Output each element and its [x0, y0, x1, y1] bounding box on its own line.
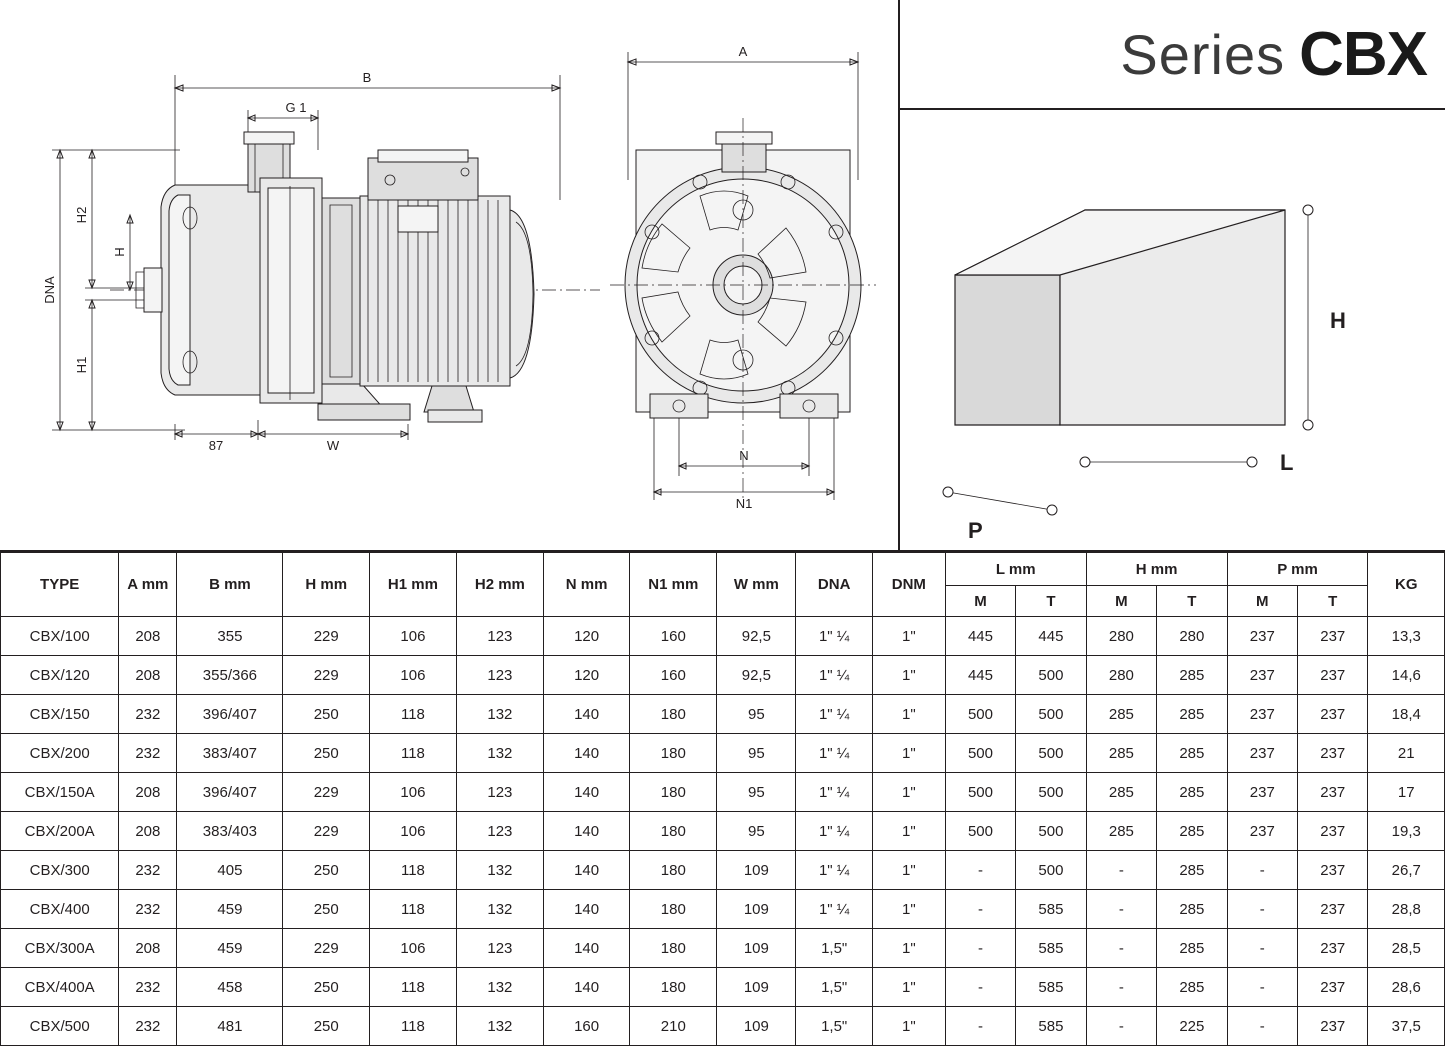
- cell-n1: 180: [630, 812, 717, 851]
- cell-h2: 123: [456, 656, 543, 695]
- cell-lt: 500: [1016, 812, 1086, 851]
- cell-h1: 106: [369, 929, 456, 968]
- cell-n1: 210: [630, 1007, 717, 1046]
- table-body: [1, 617, 1445, 1046]
- cell-n: 140: [543, 968, 630, 1007]
- cell-n1: 180: [630, 773, 717, 812]
- cell-type: CBX/150: [1, 695, 119, 734]
- cell-lt: 500: [1016, 851, 1086, 890]
- dim-label-H1: H1: [74, 356, 89, 374]
- cell-b: 459: [177, 890, 283, 929]
- package-box-svg: [900, 110, 1443, 550]
- cell-dna: 1" ¼: [796, 851, 873, 890]
- cell-h: 229: [283, 656, 370, 695]
- cell-type: CBX/200: [1, 734, 119, 773]
- cell-h1: 118: [369, 851, 456, 890]
- cell-lm: 500: [945, 695, 1015, 734]
- cell-a: 232: [119, 734, 177, 773]
- cell-a: 232: [119, 890, 177, 929]
- cell-kg: 18,4: [1368, 695, 1445, 734]
- dim-label-W: W: [326, 438, 340, 453]
- cell-pm: 237: [1227, 656, 1297, 695]
- cell-b: 481: [177, 1007, 283, 1046]
- cell-b: 405: [177, 851, 283, 890]
- cell-h: 250: [283, 968, 370, 1007]
- table-row: [1, 773, 1445, 812]
- cell-dna: 1" ¼: [796, 695, 873, 734]
- col-header-b: B mm: [177, 553, 283, 617]
- cell-pt: 237: [1298, 734, 1368, 773]
- cell-dnm: 1": [872, 734, 945, 773]
- cell-pt: 237: [1298, 695, 1368, 734]
- cell-lm: -: [945, 1007, 1015, 1046]
- cell-lt: 500: [1016, 695, 1086, 734]
- cell-hm: -: [1086, 851, 1156, 890]
- cell-type: CBX/100: [1, 617, 119, 656]
- table-row: [1, 929, 1445, 968]
- package-label-H: H: [1330, 308, 1346, 333]
- cell-lt: 500: [1016, 656, 1086, 695]
- cell-pm: -: [1227, 890, 1297, 929]
- cell-n: 160: [543, 1007, 630, 1046]
- cell-pm: 237: [1227, 734, 1297, 773]
- cell-pt: 237: [1298, 851, 1368, 890]
- cell-h: 229: [283, 812, 370, 851]
- cell-a: 208: [119, 929, 177, 968]
- cell-dna: 1" ¼: [796, 617, 873, 656]
- cell-pm: 237: [1227, 773, 1297, 812]
- cell-lt: 585: [1016, 968, 1086, 1007]
- cell-w: 95: [717, 734, 796, 773]
- cell-lm: -: [945, 890, 1015, 929]
- cell-a: 232: [119, 1007, 177, 1046]
- cell-hm: -: [1086, 1007, 1156, 1046]
- cell-type: CBX/500: [1, 1007, 119, 1046]
- cell-h2: 132: [456, 695, 543, 734]
- col-header-kg: KG: [1368, 553, 1445, 617]
- table-header-row-1: [1, 553, 1445, 586]
- cell-w: 95: [717, 695, 796, 734]
- cell-w: 92,5: [717, 656, 796, 695]
- cell-ht: 285: [1157, 890, 1227, 929]
- col-header-h2: H2 mm: [456, 553, 543, 617]
- col-header-h: H mm: [283, 553, 370, 617]
- cell-h1: 118: [369, 695, 456, 734]
- cell-lt: 585: [1016, 1007, 1086, 1046]
- col-header-l-m: M: [945, 586, 1015, 617]
- cell-h1: 118: [369, 1007, 456, 1046]
- cell-ht: 280: [1157, 617, 1227, 656]
- cell-h: 250: [283, 695, 370, 734]
- cell-pm: -: [1227, 929, 1297, 968]
- cell-pt: 237: [1298, 773, 1368, 812]
- cell-h2: 132: [456, 734, 543, 773]
- cell-n: 140: [543, 734, 630, 773]
- cell-pt: 237: [1298, 929, 1368, 968]
- cell-lm: -: [945, 929, 1015, 968]
- table-row: [1, 656, 1445, 695]
- cell-n: 140: [543, 851, 630, 890]
- cell-h1: 106: [369, 773, 456, 812]
- cell-h2: 123: [456, 929, 543, 968]
- table-row: [1, 890, 1445, 929]
- cell-hm: 285: [1086, 812, 1156, 851]
- cell-h1: 118: [369, 734, 456, 773]
- cell-h1: 106: [369, 617, 456, 656]
- col-header-w: W mm: [717, 553, 796, 617]
- cell-lt: 500: [1016, 734, 1086, 773]
- cell-lm: 445: [945, 617, 1015, 656]
- cell-ht: 285: [1157, 968, 1227, 1007]
- cell-a: 208: [119, 773, 177, 812]
- cell-ht: 285: [1157, 929, 1227, 968]
- cell-h1: 106: [369, 812, 456, 851]
- cell-pt: 237: [1298, 617, 1368, 656]
- cell-dna: 1" ¼: [796, 773, 873, 812]
- dim-label-G1: G 1: [285, 100, 307, 115]
- cell-h: 250: [283, 734, 370, 773]
- cell-kg: 19,3: [1368, 812, 1445, 851]
- table-row: [1, 1007, 1445, 1046]
- cell-pt: 237: [1298, 812, 1368, 851]
- cell-kg: 28,6: [1368, 968, 1445, 1007]
- cell-pt: 237: [1298, 1007, 1368, 1046]
- cell-pm: -: [1227, 1007, 1297, 1046]
- package-label-P: P: [968, 518, 983, 543]
- table-row: [1, 851, 1445, 890]
- cell-pt: 237: [1298, 890, 1368, 929]
- cell-n1: 180: [630, 851, 717, 890]
- cell-a: 208: [119, 617, 177, 656]
- cell-kg: 21: [1368, 734, 1445, 773]
- cell-hm: -: [1086, 890, 1156, 929]
- cell-dna: 1" ¼: [796, 812, 873, 851]
- col-header-h-t: T: [1157, 586, 1227, 617]
- cell-h1: 118: [369, 968, 456, 1007]
- col-header-type: TYPE: [1, 553, 119, 617]
- cell-dnm: 1": [872, 1007, 945, 1046]
- cell-dnm: 1": [872, 929, 945, 968]
- cell-pt: 237: [1298, 656, 1368, 695]
- cell-ht: 285: [1157, 812, 1227, 851]
- cell-b: 396/407: [177, 773, 283, 812]
- cell-type: CBX/150A: [1, 773, 119, 812]
- cell-h1: 118: [369, 890, 456, 929]
- series-word: Series: [1120, 22, 1286, 86]
- series-model: CBX: [1299, 19, 1427, 89]
- cell-hm: 285: [1086, 695, 1156, 734]
- cell-kg: 26,7: [1368, 851, 1445, 890]
- cell-lt: 585: [1016, 890, 1086, 929]
- pump-drawings-svg: [0, 0, 898, 550]
- cell-lm: 445: [945, 656, 1015, 695]
- cell-n1: 180: [630, 890, 717, 929]
- cell-w: 109: [717, 929, 796, 968]
- cell-lm: -: [945, 968, 1015, 1007]
- cell-pm: 237: [1227, 695, 1297, 734]
- cell-h: 229: [283, 929, 370, 968]
- cell-kg: 28,8: [1368, 890, 1445, 929]
- cell-lt: 500: [1016, 773, 1086, 812]
- table-row: [1, 968, 1445, 1007]
- cell-n1: 180: [630, 968, 717, 1007]
- cell-kg: 13,3: [1368, 617, 1445, 656]
- cell-dnm: 1": [872, 773, 945, 812]
- cell-ht: 285: [1157, 851, 1227, 890]
- cell-a: 208: [119, 656, 177, 695]
- cell-lm: 500: [945, 812, 1015, 851]
- cell-b: 396/407: [177, 695, 283, 734]
- cell-pt: 237: [1298, 968, 1368, 1007]
- cell-dna: 1,5": [796, 929, 873, 968]
- cell-pm: 237: [1227, 617, 1297, 656]
- dim-label-B: B: [362, 70, 372, 85]
- package-dimensions-panel: [900, 110, 1445, 552]
- col-header-p-mm: P mm: [1227, 553, 1368, 586]
- cell-n1: 180: [630, 734, 717, 773]
- cell-n: 140: [543, 929, 630, 968]
- cell-hm: 285: [1086, 773, 1156, 812]
- cell-n: 120: [543, 617, 630, 656]
- cell-w: 109: [717, 968, 796, 1007]
- cell-dnm: 1": [872, 656, 945, 695]
- cell-h2: 132: [456, 1007, 543, 1046]
- dim-label-N1: N1: [735, 496, 753, 511]
- cell-b: 383/407: [177, 734, 283, 773]
- cell-dnm: 1": [872, 851, 945, 890]
- cell-a: 232: [119, 851, 177, 890]
- cell-n1: 180: [630, 929, 717, 968]
- dim-label-N: N: [739, 448, 749, 463]
- cell-kg: 37,5: [1368, 1007, 1445, 1046]
- cell-n1: 180: [630, 695, 717, 734]
- cell-h2: 132: [456, 851, 543, 890]
- cell-h: 250: [283, 851, 370, 890]
- dim-label-DNA: H: [112, 247, 127, 257]
- cell-type: CBX/300A: [1, 929, 119, 968]
- cell-dna: 1,5": [796, 1007, 873, 1046]
- cell-type: CBX/300: [1, 851, 119, 890]
- cell-dna: 1,5": [796, 968, 873, 1007]
- col-header-a: A mm: [119, 553, 177, 617]
- cell-type: CBX/120: [1, 656, 119, 695]
- cell-b: 383/403: [177, 812, 283, 851]
- cell-h2: 132: [456, 890, 543, 929]
- cell-dnm: 1": [872, 812, 945, 851]
- table-row: [1, 695, 1445, 734]
- cell-w: 109: [717, 890, 796, 929]
- cell-hm: 285: [1086, 734, 1156, 773]
- table-row: [1, 734, 1445, 773]
- cell-hm: 280: [1086, 656, 1156, 695]
- specifications-table: [0, 552, 1445, 1046]
- dim-label-A: A: [738, 44, 748, 59]
- cell-n: 120: [543, 656, 630, 695]
- dim-label-H2: H2: [74, 206, 89, 224]
- cell-lm: 500: [945, 773, 1015, 812]
- cell-n: 140: [543, 890, 630, 929]
- cell-dna: 1" ¼: [796, 656, 873, 695]
- cell-h: 229: [283, 617, 370, 656]
- cell-hm: -: [1086, 929, 1156, 968]
- table-row: [1, 812, 1445, 851]
- cell-lm: 500: [945, 734, 1015, 773]
- dim-label-87: 87: [208, 438, 224, 453]
- cell-pm: -: [1227, 968, 1297, 1007]
- cell-kg: 17: [1368, 773, 1445, 812]
- cell-type: CBX/400: [1, 890, 119, 929]
- col-header-h1: H1 mm: [369, 553, 456, 617]
- cell-pm: 237: [1227, 812, 1297, 851]
- cell-type: CBX/400A: [1, 968, 119, 1007]
- cell-dnm: 1": [872, 968, 945, 1007]
- col-header-dnm: DNM: [872, 553, 945, 617]
- technical-drawing-panel: [0, 0, 900, 552]
- cell-ht: 285: [1157, 656, 1227, 695]
- cell-n1: 160: [630, 617, 717, 656]
- cell-dnm: 1": [872, 695, 945, 734]
- cell-b: 355: [177, 617, 283, 656]
- cell-dna: 1" ¼: [796, 734, 873, 773]
- right-panel: [900, 0, 1445, 552]
- cell-w: 95: [717, 812, 796, 851]
- series-title-box: [900, 0, 1445, 110]
- cell-h2: 123: [456, 773, 543, 812]
- cell-kg: 28,5: [1368, 929, 1445, 968]
- cell-dna: 1" ¼: [796, 890, 873, 929]
- cell-b: 458: [177, 968, 283, 1007]
- cell-b: 355/366: [177, 656, 283, 695]
- cell-lm: -: [945, 851, 1015, 890]
- cell-a: 208: [119, 812, 177, 851]
- cell-w: 95: [717, 773, 796, 812]
- cell-h: 229: [283, 773, 370, 812]
- col-header-h-m: M: [1086, 586, 1156, 617]
- cell-pm: -: [1227, 851, 1297, 890]
- cell-hm: -: [1086, 968, 1156, 1007]
- cell-type: CBX/200A: [1, 812, 119, 851]
- cell-h: 250: [283, 1007, 370, 1046]
- cell-ht: 225: [1157, 1007, 1227, 1046]
- cell-lt: 445: [1016, 617, 1086, 656]
- cell-a: 232: [119, 968, 177, 1007]
- cell-w: 109: [717, 851, 796, 890]
- col-header-n: N mm: [543, 553, 630, 617]
- table-row: [1, 617, 1445, 656]
- col-header-h-mm: H mm: [1086, 553, 1227, 586]
- cell-n: 140: [543, 812, 630, 851]
- cell-lt: 585: [1016, 929, 1086, 968]
- cell-ht: 285: [1157, 695, 1227, 734]
- cell-b: 459: [177, 929, 283, 968]
- cell-h2: 123: [456, 617, 543, 656]
- cell-n: 140: [543, 695, 630, 734]
- cell-ht: 285: [1157, 773, 1227, 812]
- col-header-p-m: M: [1227, 586, 1297, 617]
- col-header-p-t: T: [1298, 586, 1368, 617]
- cell-dnm: 1": [872, 890, 945, 929]
- cell-a: 232: [119, 695, 177, 734]
- cell-n1: 160: [630, 656, 717, 695]
- cell-h2: 123: [456, 812, 543, 851]
- cell-h1: 106: [369, 656, 456, 695]
- cell-w: 92,5: [717, 617, 796, 656]
- col-header-n1: N1 mm: [630, 553, 717, 617]
- cell-h2: 132: [456, 968, 543, 1007]
- dim-label-H: DNA: [42, 276, 57, 304]
- col-header-dna: DNA: [796, 553, 873, 617]
- cell-w: 109: [717, 1007, 796, 1046]
- cell-hm: 280: [1086, 617, 1156, 656]
- cell-kg: 14,6: [1368, 656, 1445, 695]
- cell-n: 140: [543, 773, 630, 812]
- col-header-l-t: T: [1016, 586, 1086, 617]
- col-header-l-mm: L mm: [945, 553, 1086, 586]
- cell-dnm: 1": [872, 617, 945, 656]
- package-label-L: L: [1280, 450, 1294, 475]
- cell-h: 250: [283, 890, 370, 929]
- cell-ht: 285: [1157, 734, 1227, 773]
